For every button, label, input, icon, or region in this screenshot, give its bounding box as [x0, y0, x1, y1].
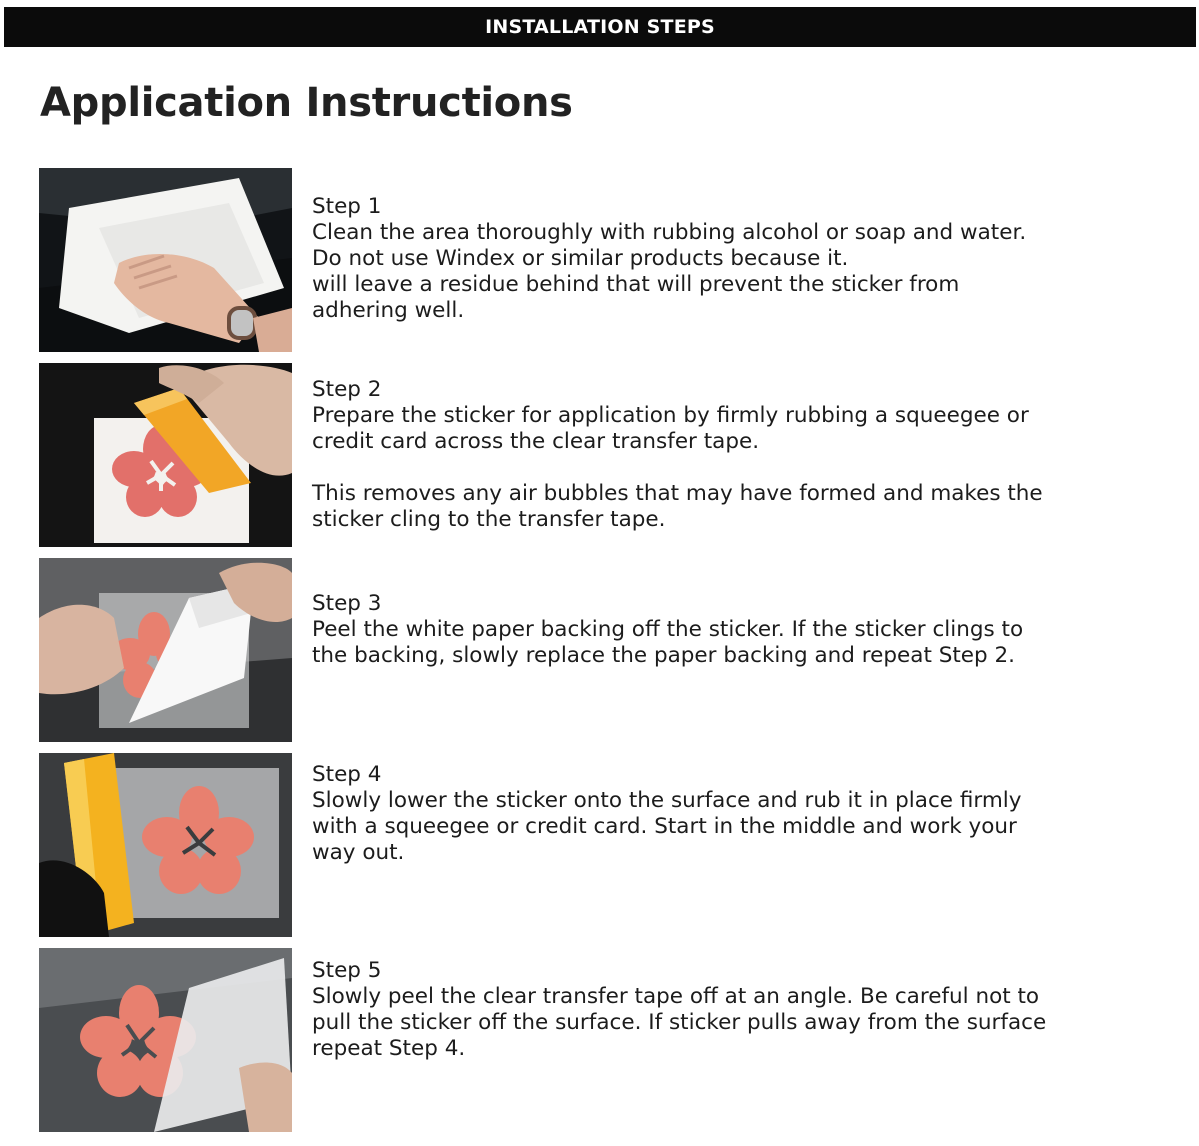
step-2-line-3: This removes any air bubbles that may have formed and makes the	[312, 481, 1043, 506]
step-4-line-2: with a squeegee or credit card. Start in the middle and work your	[312, 814, 1017, 839]
step-2-line-2: credit card across the clear transfer tape.	[312, 429, 760, 454]
installation-steps-banner	[4, 7, 1196, 47]
step-5-line-1: Slowly peel the clear transfer tape off at an angle. Be careful not to	[312, 984, 1040, 1009]
step-1-line-4: adhering well.	[312, 298, 465, 323]
step-3-photo	[39, 558, 292, 742]
step-3-line-2: the backing, slowly replace the paper backing and repeat Step 2.	[312, 643, 1016, 668]
step-3-label: Step 3	[312, 591, 382, 616]
step-2-photo	[39, 363, 292, 547]
step-1-line-3: will leave a residue behind that will prevent the sticker from	[312, 272, 960, 297]
step-2-line-1: Prepare the sticker for application by firmly rubbing a squeegee or	[312, 403, 1029, 428]
step-5	[312, 958, 1192, 1062]
step-4	[312, 762, 1192, 866]
step-2-line-4: sticker cling to the transfer tape.	[312, 507, 666, 532]
step-1-line-2: Do not use Windex or similar products because it.	[312, 246, 849, 271]
banner-title: INSTALLATION STEPS	[485, 16, 715, 38]
step-5-label: Step 5	[312, 958, 382, 983]
step-5-line-3: repeat Step 4.	[312, 1036, 466, 1061]
step-3	[312, 591, 1192, 669]
step-4-line-1: Slowly lower the sticker onto the surface and rub it in place firmly	[312, 788, 1022, 813]
step-2-label: Step 2	[312, 377, 382, 402]
step-2	[312, 377, 1192, 533]
step-1-photo	[39, 168, 292, 352]
apply-sticker-illustration	[39, 753, 292, 937]
step-1-label: Step 1	[312, 194, 382, 219]
peel-backing-illustration	[39, 558, 292, 742]
step-1	[312, 194, 1192, 324]
cleaning-surface-illustration	[39, 168, 292, 352]
step-5-photo	[39, 948, 292, 1132]
step-4-line-3: way out.	[312, 840, 405, 865]
step-4-photo	[39, 753, 292, 937]
step-5-line-2: pull the sticker off the surface. If sticker pulls away from the surface	[312, 1010, 1047, 1035]
squeegee-rubbing-illustration	[39, 363, 292, 547]
peel-transfer-tape-illustration	[39, 948, 292, 1132]
step-1-line-1: Clean the area thoroughly with rubbing alcohol or soap and water.	[312, 220, 1027, 245]
step-4-label: Step 4	[312, 762, 382, 787]
step-3-line-1: Peel the white paper backing off the sticker. If the sticker clings to	[312, 617, 1024, 642]
page-title: Application Instructions	[40, 80, 573, 126]
